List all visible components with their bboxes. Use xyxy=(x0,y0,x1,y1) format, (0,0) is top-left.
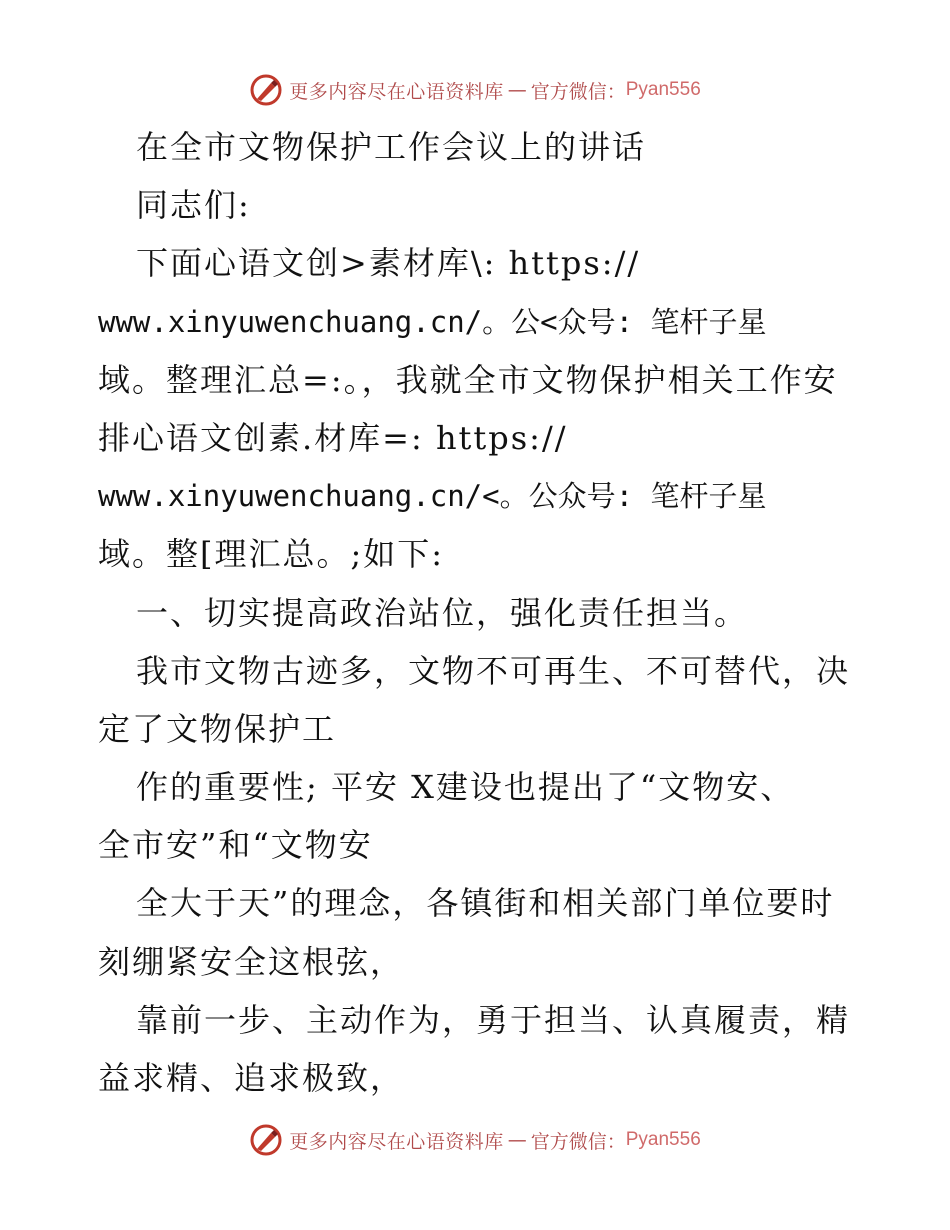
paragraph-line: 我市文物古迹多，文物不可再生、不可替代，决 xyxy=(136,651,851,690)
paragraph-line: 域。整理汇总=:。，我就全市文物保护相关工作安 xyxy=(98,360,838,399)
paragraph-line: 益求精、追求极致， xyxy=(98,1059,405,1097)
banner-wechat-id: Pyan556 xyxy=(625,1129,701,1150)
banner-wechat-label: 官方微信： xyxy=(530,1130,626,1153)
footer-watermark-banner xyxy=(0,1120,950,1160)
document-body xyxy=(98,118,858,1107)
paragraph-line: 全大于天”的理念，各镇街和相关部门单位要时 xyxy=(136,884,835,923)
paragraph-line: www.xinyuwenchuang.cn/。公<众号: 笔杆子星 xyxy=(98,304,767,339)
banner-dash: — xyxy=(507,1129,527,1151)
paragraph-line: 作的重要性; 平安 X建设也提出了“文物安、 xyxy=(136,768,795,807)
document-title: 在全市文物保护工作会议上的讲话 xyxy=(136,128,647,166)
section-heading: 一、切实提高政治站位，强化责任担当。 xyxy=(136,593,749,632)
pen-logo-icon xyxy=(249,1123,283,1157)
banner-text: 更多内容尽在心语资料库 xyxy=(289,1130,504,1153)
paragraph-line: www.xinyuwenchuang.cn/<。公众号: 笔杆子星 xyxy=(98,479,767,514)
paragraph-line: 定了文物保护工 xyxy=(98,709,337,748)
banner-text: 更多内容尽在心语资料库 xyxy=(289,80,504,103)
banner-wechat-id: Pyan556 xyxy=(625,79,701,100)
banner-dash: — xyxy=(507,79,527,101)
paragraph-line: 下面心语文创>素材库\: https:// xyxy=(136,244,641,283)
salutation: 同志们: xyxy=(136,186,251,225)
header-watermark-banner xyxy=(0,70,950,110)
paragraph-line: 排心语文创素.材库=: https:// xyxy=(98,418,568,457)
paragraph-line: 全市安”和“文物安 xyxy=(98,826,373,865)
paragraph-line: 域。整[理汇总。;如下: xyxy=(98,535,445,574)
paragraph-line: 靠前一步、主动作为，勇于担当、认真履责，精 xyxy=(136,1000,851,1039)
pen-logo-icon xyxy=(249,73,283,107)
paragraph-line: 刻绷紧安全这根弦， xyxy=(98,942,405,981)
banner-wechat-label: 官方微信： xyxy=(530,80,626,103)
